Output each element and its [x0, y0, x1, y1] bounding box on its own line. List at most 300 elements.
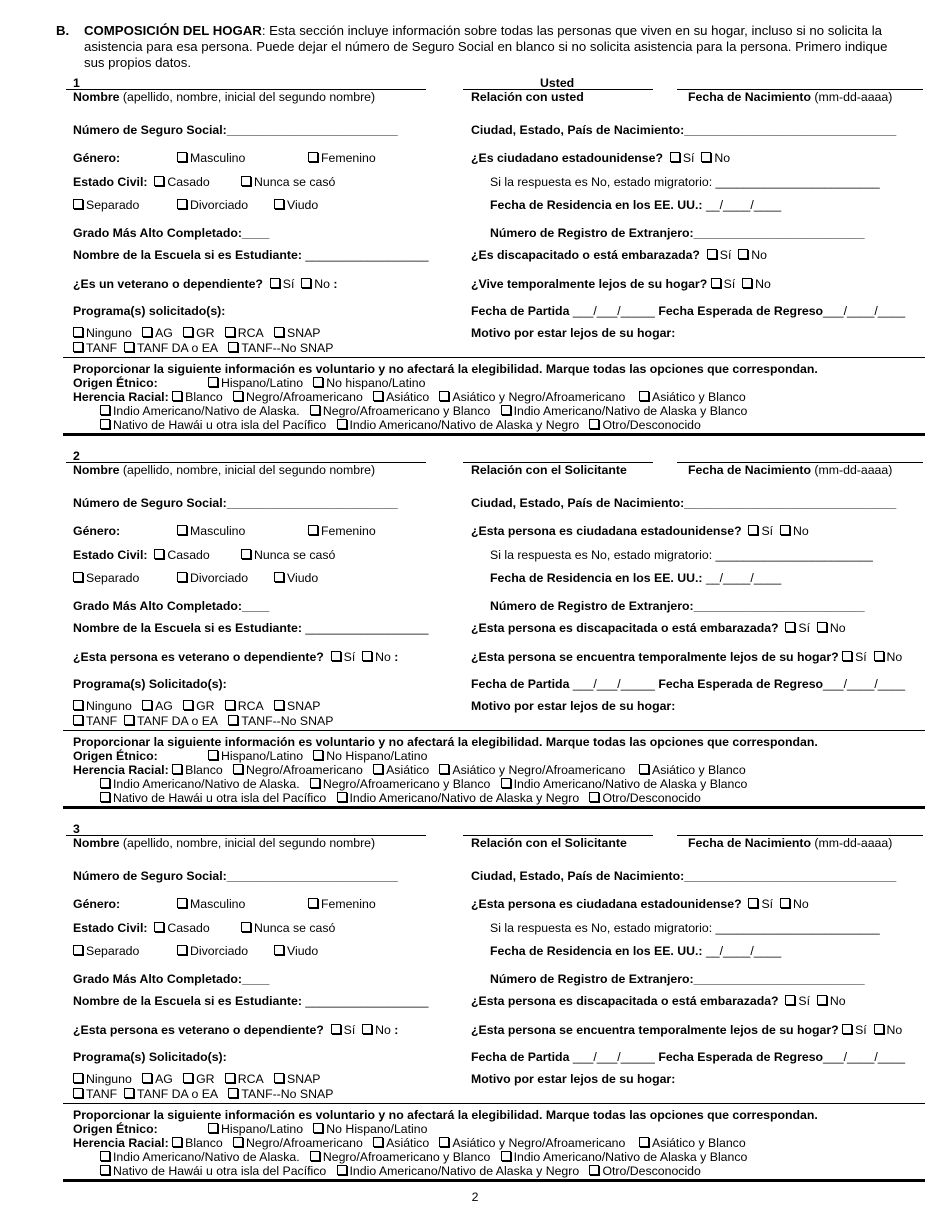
checkbox-icon[interactable] — [817, 995, 827, 1005]
field-text: Negro/Afroamericano y Blanco — [322, 404, 491, 418]
grado-field[interactable]: Grado Más Alto Completado:____ — [73, 599, 270, 613]
field-text: Viudo — [287, 198, 319, 212]
hispano-options[interactable] — [208, 376, 425, 390]
discapacitado-question[interactable] — [471, 994, 846, 1008]
herencia-row-3[interactable] — [100, 1164, 701, 1178]
field-text: Sí — [761, 897, 774, 911]
programas-row-1[interactable] — [73, 699, 321, 713]
field-text: : — [333, 277, 338, 291]
origen-etnico-row[interactable] — [73, 1122, 158, 1136]
field-text: Indio Americano/Nativo de Alaska. — [113, 404, 300, 418]
vive-lejos-question[interactable] — [471, 277, 771, 291]
checkbox-icon[interactable] — [274, 700, 284, 710]
checkbox-icon[interactable] — [362, 1024, 372, 1034]
ciudadano-question[interactable] — [471, 897, 809, 911]
ssn-field[interactable]: Número de Seguro Social:_________________________ — [73, 869, 398, 883]
herencia-row-3[interactable] — [100, 418, 701, 432]
estado-civil-row[interactable] — [73, 175, 210, 189]
registro-extranjero-field[interactable]: Número de Registro de Extranjero:_________________________ — [490, 599, 865, 613]
field-text: Asiático — [386, 763, 430, 777]
field-text: Masculino — [190, 151, 246, 165]
checkbox-icon[interactable] — [100, 405, 110, 415]
hispano-options[interactable] — [208, 1122, 427, 1136]
field-text: SNAP — [287, 1072, 321, 1086]
nunca-casado-option[interactable] — [241, 921, 335, 935]
fechas-viaje-field[interactable] — [471, 677, 905, 691]
checkbox-icon[interactable] — [874, 1024, 884, 1034]
checkbox-icon[interactable] — [362, 651, 372, 661]
checkbox-icon[interactable] — [73, 327, 83, 337]
field-text: Nombre — [73, 836, 120, 850]
masculino-option[interactable] — [177, 897, 245, 911]
field-text: Casado — [167, 175, 210, 189]
checkbox-icon[interactable] — [748, 525, 758, 535]
programas-row-1[interactable] — [73, 326, 321, 340]
estado-civil-row[interactable] — [73, 921, 210, 935]
field-text: TANF DA o EA — [137, 714, 219, 728]
field-text: RCA — [237, 1072, 264, 1086]
field-text: Nativo de Hawái u otra isla del Pacífico — [113, 418, 327, 432]
field-text: Asiático y Blanco — [652, 763, 746, 777]
checkbox-icon[interactable] — [73, 572, 83, 582]
field-text: Ninguno — [86, 326, 132, 340]
checkbox-icon[interactable] — [100, 1151, 110, 1161]
field-text: ¿Esta persona es discapacitada o está embarazada? — [471, 994, 779, 1008]
viudo-option[interactable] — [274, 944, 318, 958]
herencia-row-2[interactable] — [100, 404, 747, 418]
checkbox-icon[interactable] — [842, 1024, 852, 1034]
checkbox-icon[interactable] — [73, 1073, 83, 1083]
checkbox-icon[interactable] — [73, 945, 83, 955]
vive-lejos-question[interactable] — [471, 650, 902, 664]
checkbox-icon[interactable] — [742, 278, 752, 288]
viudo-option[interactable] — [274, 198, 318, 212]
field-text: GR — [196, 1072, 215, 1086]
programas-row-1[interactable] — [73, 1072, 321, 1086]
field-text: __/____/____ — [702, 571, 782, 585]
field-text: Sí — [682, 151, 695, 165]
checkbox-icon[interactable] — [337, 1165, 347, 1175]
checkbox-icon[interactable] — [208, 377, 218, 387]
origen-etnico-row[interactable] — [73, 376, 158, 390]
residencia-field[interactable] — [490, 198, 781, 212]
checkbox-icon[interactable] — [589, 1165, 599, 1175]
field-text: Nombre — [73, 463, 120, 477]
checkbox-icon[interactable] — [142, 700, 152, 710]
checkbox-icon[interactable] — [233, 1137, 243, 1147]
field-text: Sí — [719, 248, 732, 262]
programas-row-2[interactable] — [73, 1087, 333, 1101]
checkbox-icon[interactable] — [172, 764, 182, 774]
checkbox-icon[interactable] — [208, 750, 218, 760]
field-text: Fecha de Residencia en los EE. UU.: — [490, 944, 703, 958]
checkbox-icon[interactable] — [177, 525, 187, 535]
field-text: Nunca se casó — [254, 921, 336, 935]
checkbox-icon[interactable] — [874, 651, 884, 661]
checkbox-icon[interactable] — [73, 715, 83, 725]
field-text: Separado — [86, 571, 140, 585]
field-text: ¿Esta persona se encuentra temporalmente lejos de su hogar? — [471, 1023, 839, 1037]
field-text: ¿Vive temporalmente lejos de su hogar? — [471, 277, 708, 291]
checkbox-icon[interactable] — [331, 651, 341, 661]
separado-option[interactable] — [73, 944, 139, 958]
section-divider — [63, 806, 925, 809]
checkbox-icon[interactable] — [308, 525, 318, 535]
checkbox-icon[interactable] — [310, 405, 320, 415]
checkbox-icon[interactable] — [172, 1137, 182, 1147]
checkbox-icon[interactable] — [313, 1123, 323, 1133]
checkbox-icon[interactable] — [177, 572, 187, 582]
checkbox-icon[interactable] — [501, 778, 511, 788]
discapacitado-question[interactable] — [471, 248, 767, 262]
divorciado-option[interactable] — [177, 944, 248, 958]
checkbox-icon[interactable] — [337, 419, 347, 429]
field-text: Fecha de Nacimiento — [688, 836, 812, 850]
checkbox-icon[interactable] — [154, 176, 164, 186]
field-text: Indio Americano/Nativo de Alaska y Negro — [349, 1164, 580, 1178]
checkbox-icon[interactable] — [142, 327, 152, 337]
checkbox-icon[interactable] — [100, 778, 110, 788]
femenino-option[interactable] — [308, 897, 376, 911]
checkbox-icon[interactable] — [73, 1088, 83, 1098]
field-text: Estado Civil: — [73, 548, 148, 562]
field-text: ___/___/_____ — [569, 304, 659, 318]
field-text: Origen Étnico: — [73, 376, 158, 390]
field-text: Nunca se casó — [254, 175, 336, 189]
field-text: No — [792, 524, 809, 538]
residencia-field[interactable] — [490, 571, 781, 585]
field-text: Femenino — [321, 897, 376, 911]
field-text: No hispano/Latino — [326, 376, 426, 390]
field-text: ¿Es ciudadano estadounidense? — [471, 151, 664, 165]
checkbox-icon[interactable] — [373, 1137, 383, 1147]
checkbox-icon[interactable] — [208, 1123, 218, 1133]
section-intro — [56, 23, 896, 71]
field-text: Origen Étnico: — [73, 1122, 158, 1136]
femenino-option[interactable] — [308, 524, 376, 538]
checkbox-icon[interactable] — [233, 764, 243, 774]
herencia-row-1[interactable] — [73, 390, 746, 404]
checkbox-icon[interactable] — [313, 377, 323, 387]
field-text: Asiático — [386, 1136, 430, 1150]
checkbox-icon[interactable] — [274, 572, 284, 582]
checkbox-icon[interactable] — [780, 898, 790, 908]
field-text: Fecha de Partida — [471, 304, 570, 318]
field-text: ¿Esta persona es ciudadana estadounidense? — [471, 897, 742, 911]
checkbox-icon[interactable] — [313, 750, 323, 760]
field-text: : — [394, 1023, 399, 1037]
checkbox-icon[interactable] — [124, 342, 134, 352]
field-text: Indio Americano/Nativo de Alaska y Blanco — [513, 1150, 748, 1164]
masculino-option[interactable] — [177, 151, 245, 165]
veterano-question[interactable] — [73, 277, 338, 291]
checkbox-icon[interactable] — [331, 1024, 341, 1034]
checkbox-icon[interactable] — [274, 1073, 284, 1083]
programas-row-2[interactable] — [73, 714, 333, 728]
checkbox-icon[interactable] — [817, 622, 827, 632]
birthplace-field[interactable]: Ciudad, Estado, País de Nacimiento:_______________________________ — [471, 869, 897, 883]
checkbox-icon[interactable] — [701, 152, 711, 162]
checkbox-icon[interactable] — [124, 715, 134, 725]
checkbox-icon[interactable] — [337, 792, 347, 802]
escuela-field[interactable] — [73, 994, 428, 1008]
checkbox-icon[interactable] — [73, 199, 83, 209]
herencia-row-2[interactable] — [100, 777, 747, 791]
checkbox-icon[interactable] — [100, 419, 110, 429]
checkbox-icon[interactable] — [589, 792, 599, 802]
checkbox-icon[interactable] — [439, 391, 449, 401]
nunca-casado-option[interactable] — [241, 548, 335, 562]
checkbox-icon[interactable] — [177, 199, 187, 209]
field-text: Nombre — [73, 90, 120, 104]
checkbox-icon[interactable] — [142, 1073, 152, 1083]
checkbox-icon[interactable] — [308, 152, 318, 162]
checkbox-icon[interactable] — [274, 327, 284, 337]
grado-field[interactable]: Grado Más Alto Completado:____ — [73, 972, 270, 986]
field-text: Hispano/Latino — [221, 1122, 304, 1136]
checkbox-icon[interactable] — [154, 922, 164, 932]
field-text: Fecha Esperada de Regreso — [658, 1050, 824, 1064]
checkbox-icon[interactable] — [274, 199, 284, 209]
field-text: Sí — [723, 277, 736, 291]
checkbox-icon[interactable] — [785, 622, 795, 632]
field-text: Fecha de Partida — [471, 677, 570, 691]
field-text: Indio Americano/Nativo de Alaska y Blanco — [513, 777, 748, 791]
femenino-option[interactable] — [308, 151, 376, 165]
checkbox-icon[interactable] — [373, 391, 383, 401]
relacion-label: Relación con el Solicitante — [471, 463, 627, 477]
programas-row-2[interactable] — [73, 341, 333, 355]
checkbox-icon[interactable] — [373, 764, 383, 774]
checkbox-icon[interactable] — [310, 1151, 320, 1161]
field-text: ¿Esta persona es ciudadana estadounidense? — [471, 524, 742, 538]
origen-etnico-row[interactable] — [73, 749, 158, 763]
programas-label: Programa(s) Solicitado(s): — [73, 1050, 227, 1064]
divider — [63, 1103, 925, 1104]
field-text: ¿Esta persona es veterano o dependiente? — [73, 1023, 324, 1037]
field-text: No — [755, 277, 771, 291]
field-text: Asiático y Negro/Afroamericano — [452, 1136, 626, 1150]
field-text: (mm-dd-aaaa) — [811, 836, 893, 850]
checkbox-icon[interactable] — [177, 152, 187, 162]
registro-extranjero-field[interactable]: Número de Registro de Extranjero:_________________________ — [490, 226, 865, 240]
veterano-question[interactable] — [73, 1023, 398, 1037]
checkbox-icon[interactable] — [154, 549, 164, 559]
field-text: (apellido, nombre, inicial del segundo nombre) — [119, 90, 376, 104]
section-description: : Esta sección incluye información sobre todas las personas que viven en su hogar, incluso si no solicita la asistencia para esa persona. Puede dejar el número de Seguro Social en blanco si no solicita asistencia para la persona. Primero indique sus propios datos. — [84, 23, 888, 70]
fechas-viaje-field[interactable] — [471, 1050, 905, 1064]
field-text: (apellido, nombre, inicial del segundo nombre) — [119, 463, 376, 477]
checkbox-icon[interactable] — [177, 898, 187, 908]
birthplace-field[interactable]: Ciudad, Estado, País de Nacimiento:_______________________________ — [471, 496, 897, 510]
field-text: AG — [155, 326, 173, 340]
motivo-field[interactable]: Motivo por estar lejos de su hogar: — [471, 699, 676, 713]
field-text: Sí — [282, 277, 295, 291]
field-text: ___/___/_____ — [569, 1050, 659, 1064]
field-text: Sí — [761, 524, 774, 538]
field-text: Asiático y Negro/Afroamericano — [452, 390, 626, 404]
field-text: SNAP — [287, 326, 321, 340]
field-text: Fecha de Partida — [471, 1050, 570, 1064]
field-text: Masculino — [190, 524, 246, 538]
escuela-field[interactable] — [73, 621, 428, 635]
herencia-row-1[interactable] — [73, 1136, 746, 1150]
checkbox-icon[interactable] — [241, 176, 251, 186]
person-number: 3 — [73, 822, 80, 836]
hispano-options[interactable] — [208, 749, 427, 763]
field-text: : — [394, 650, 399, 664]
checkbox-icon[interactable] — [228, 342, 238, 352]
field-text: Casado — [167, 548, 210, 562]
field-text: TANF — [86, 714, 118, 728]
checkbox-icon[interactable] — [225, 1073, 235, 1083]
checkbox-icon[interactable] — [183, 327, 193, 337]
discapacitado-question[interactable] — [471, 621, 846, 635]
checkbox-icon[interactable] — [241, 549, 251, 559]
nombre-label — [73, 836, 375, 850]
checkbox-icon[interactable] — [274, 945, 284, 955]
checkbox-icon[interactable] — [639, 1137, 649, 1147]
field-text: Negro/Afroamericano y Blanco — [322, 777, 491, 791]
field-text: Estado Civil: — [73, 921, 148, 935]
motivo-field[interactable]: Motivo por estar lejos de su hogar: — [471, 1072, 676, 1086]
field-text: Herencia Racial: — [73, 1136, 169, 1150]
registro-extranjero-field[interactable]: Número de Registro de Extranjero:_________________________ — [490, 972, 865, 986]
estado-migratorio-field[interactable]: Si la respuesta es No, estado migratorio: ________________________ — [490, 921, 880, 935]
checkbox-icon[interactable] — [225, 700, 235, 710]
checkbox-icon[interactable] — [100, 1165, 110, 1175]
checkbox-icon[interactable] — [589, 419, 599, 429]
checkbox-icon[interactable] — [501, 405, 511, 415]
checkbox-icon[interactable] — [241, 922, 251, 932]
motivo-field[interactable]: Motivo por estar lejos de su hogar: — [471, 326, 676, 340]
ssn-field[interactable]: Número de Seguro Social:_________________________ — [73, 496, 398, 510]
checkbox-icon[interactable] — [842, 651, 852, 661]
relacion-label: Relación con el Solicitante — [471, 836, 627, 850]
field-text: Otro/Desconocido — [602, 418, 701, 432]
checkbox-icon[interactable] — [711, 278, 721, 288]
field-text: TANF--No SNAP — [241, 1087, 334, 1101]
checkbox-icon[interactable] — [100, 792, 110, 802]
checkbox-icon[interactable] — [748, 898, 758, 908]
checkbox-icon[interactable] — [738, 249, 748, 259]
voluntario-note: Proporcionar la siguiente información es voluntario y no afectará la elegibilidad. Marque todas las opciones que correspondan. — [73, 362, 818, 376]
checkbox-icon[interactable] — [308, 898, 318, 908]
ciudadano-question[interactable] — [471, 151, 730, 165]
separado-option[interactable] — [73, 571, 139, 585]
checkbox-icon[interactable] — [183, 700, 193, 710]
field-text: Sí — [798, 621, 811, 635]
field-text: Negro/Afroamericano y Blanco — [322, 1150, 491, 1164]
grado-field[interactable]: Grado Más Alto Completado:____ — [73, 226, 270, 240]
divorciado-option[interactable] — [177, 198, 248, 212]
checkbox-icon[interactable] — [73, 342, 83, 352]
field-text: Nativo de Hawái u otra isla del Pacífico — [113, 791, 327, 805]
viudo-option[interactable] — [274, 571, 318, 585]
vive-lejos-question[interactable] — [471, 1023, 902, 1037]
separado-option[interactable] — [73, 198, 139, 212]
estado-civil-row[interactable] — [73, 548, 210, 562]
estado-migratorio-field[interactable]: Si la respuesta es No, estado migratorio: _______________________ — [490, 548, 873, 562]
fecha-nacimiento-label — [688, 90, 892, 104]
checkbox-icon[interactable] — [501, 1151, 511, 1161]
checkbox-icon[interactable] — [670, 152, 680, 162]
checkbox-icon[interactable] — [707, 249, 717, 259]
checkbox-icon[interactable] — [301, 278, 311, 288]
masculino-option[interactable] — [177, 524, 245, 538]
nunca-casado-option[interactable] — [241, 175, 335, 189]
field-text: GR — [196, 326, 215, 340]
field-text: Divorciado — [190, 198, 249, 212]
checkbox-icon[interactable] — [183, 1073, 193, 1083]
field-text: Sí — [343, 650, 356, 664]
field-text: No Hispano/Latino — [326, 1122, 428, 1136]
checkbox-icon[interactable] — [310, 778, 320, 788]
veterano-question[interactable] — [73, 650, 398, 664]
field-text: Asiático y Blanco — [652, 1136, 746, 1150]
checkbox-icon[interactable] — [233, 391, 243, 401]
divider — [63, 730, 925, 731]
checkbox-icon[interactable] — [785, 995, 795, 1005]
field-text: No — [792, 897, 809, 911]
escuela-field[interactable] — [73, 248, 428, 262]
herencia-row-3[interactable] — [100, 791, 701, 805]
ssn-field[interactable]: Número de Seguro Social:_________________________ — [73, 123, 398, 137]
checkbox-icon[interactable] — [439, 1137, 449, 1147]
checkbox-icon[interactable] — [228, 1088, 238, 1098]
fechas-viaje-field[interactable] — [471, 304, 905, 318]
checkbox-icon[interactable] — [177, 945, 187, 955]
field-text: Indio Americano/Nativo de Alaska y Negro — [349, 791, 580, 805]
herencia-row-2[interactable] — [100, 1150, 747, 1164]
field-text: (mm-dd-aaaa) — [811, 90, 893, 104]
checkbox-icon[interactable] — [172, 391, 182, 401]
checkbox-icon[interactable] — [73, 700, 83, 710]
field-text: TANF--No SNAP — [241, 341, 334, 355]
field-text: __________________ — [301, 994, 429, 1008]
field-text: Blanco — [185, 1136, 223, 1150]
birthplace-field[interactable]: Ciudad, Estado, País de Nacimiento:_______________________________ — [471, 123, 897, 137]
checkbox-icon[interactable] — [124, 1088, 134, 1098]
voluntario-note: Proporcionar la siguiente información es voluntario y no afectará la elegibilidad. Marque todas las opciones que correspondan. — [73, 735, 818, 749]
field-text: No — [375, 1023, 391, 1037]
field-text: Divorciado — [190, 571, 249, 585]
programas-label: Programa(s) Solicitado(s): — [73, 677, 227, 691]
field-text: Asiático y Blanco — [652, 390, 746, 404]
divorciado-option[interactable] — [177, 571, 248, 585]
checkbox-icon[interactable] — [439, 764, 449, 774]
section-divider — [63, 433, 925, 436]
field-text: Indio Americano/Nativo de Alaska. — [113, 1150, 300, 1164]
estado-migratorio-field[interactable]: Si la respuesta es No, estado migratorio: ________________________ — [490, 175, 880, 189]
residencia-field[interactable] — [490, 944, 781, 958]
checkbox-icon[interactable] — [228, 715, 238, 725]
checkbox-icon[interactable] — [639, 391, 649, 401]
checkbox-icon[interactable] — [225, 327, 235, 337]
checkbox-icon[interactable] — [270, 278, 280, 288]
divider — [63, 357, 925, 358]
field-text: Negro/Afroamericano — [245, 763, 363, 777]
field-text: Otro/Desconocido — [602, 1164, 701, 1178]
field-text: SNAP — [287, 699, 321, 713]
field-text: Fecha Esperada de Regreso — [658, 677, 824, 691]
herencia-row-1[interactable] — [73, 763, 746, 777]
programas-label: Programa(s) solicitado(s): — [73, 304, 226, 318]
checkbox-icon[interactable] — [780, 525, 790, 535]
ciudadano-question[interactable] — [471, 524, 809, 538]
fecha-nacimiento-label — [688, 836, 892, 850]
checkbox-icon[interactable] — [639, 764, 649, 774]
